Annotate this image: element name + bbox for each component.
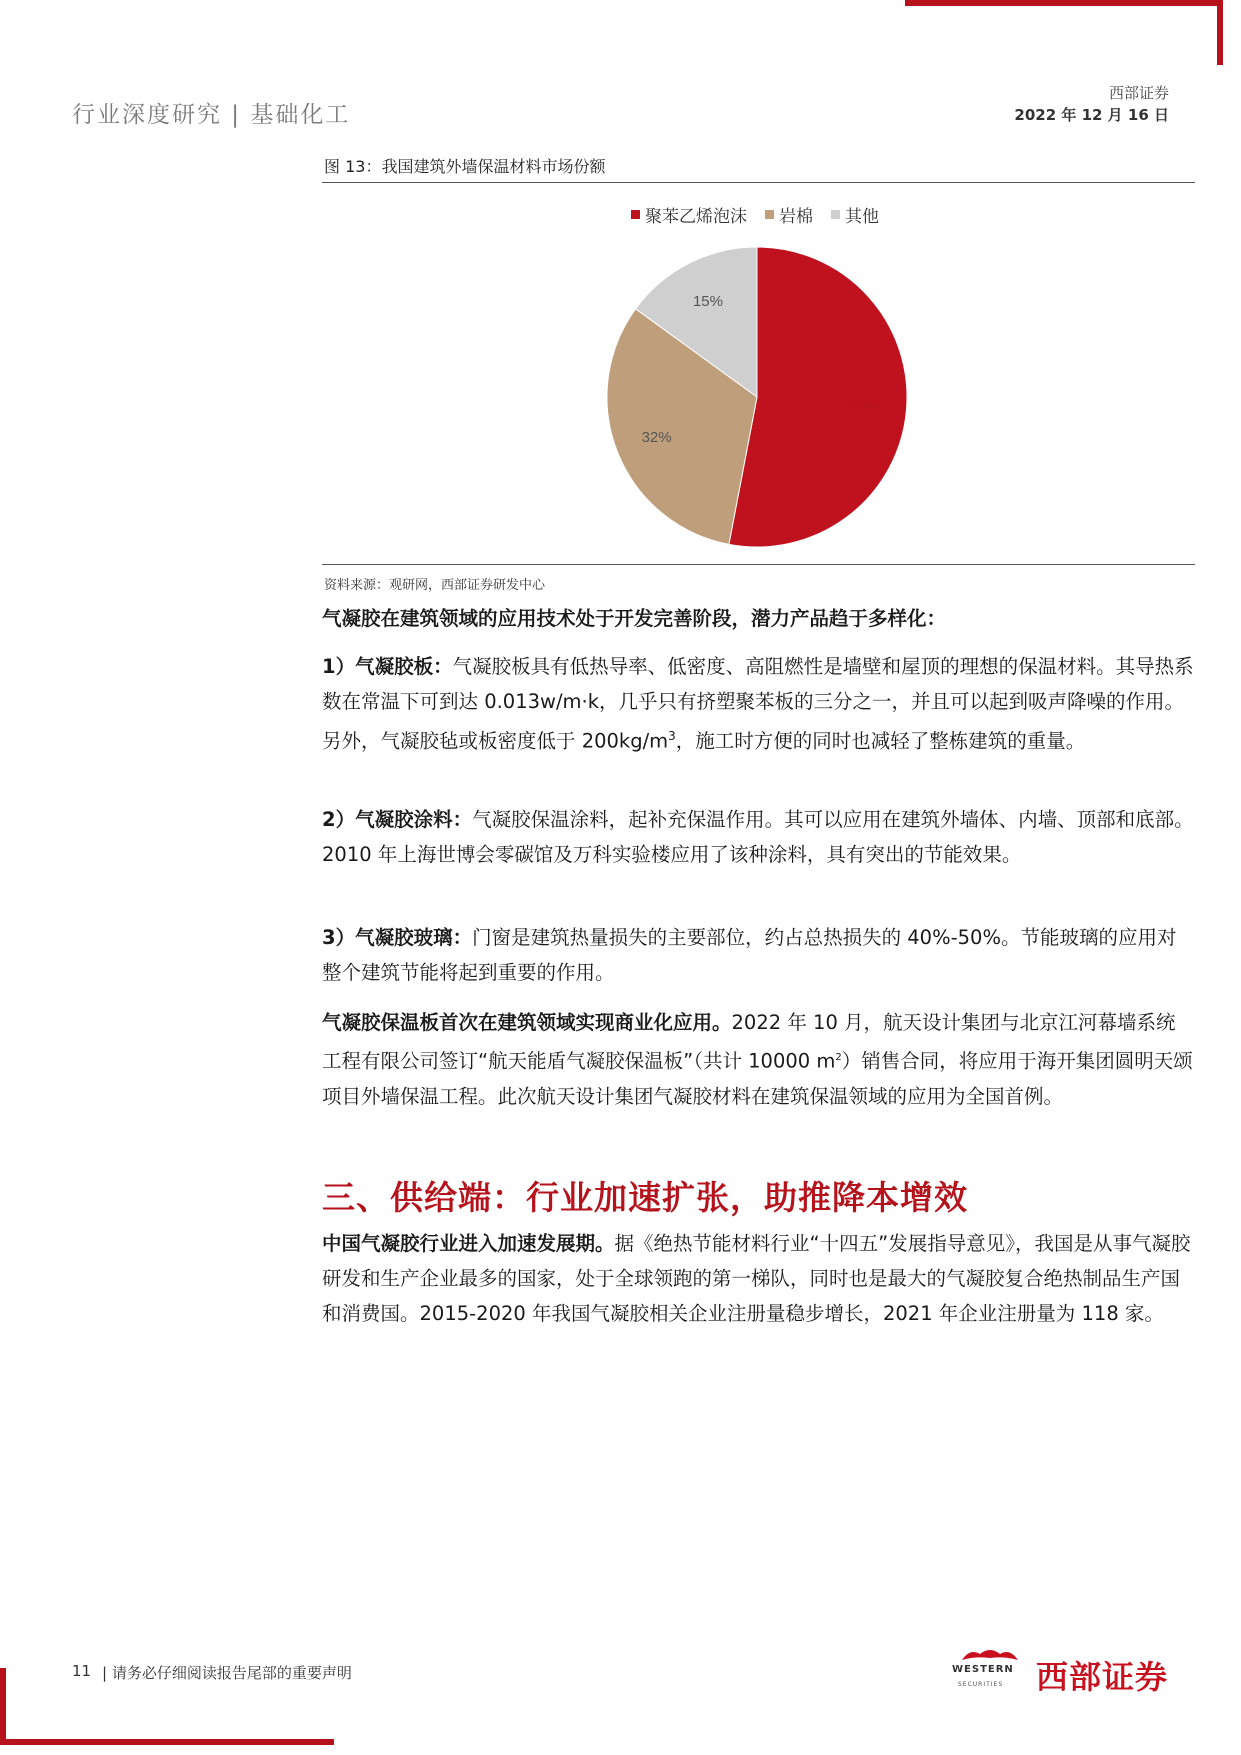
paragraph-lead: 2）气凝胶涂料： [322, 808, 473, 831]
report-category: 行业深度研究 | 基础化工 [72, 102, 351, 128]
legend-swatch [765, 210, 774, 219]
logo-text-en: WESTERN [952, 1664, 1014, 1675]
legend-label: 岩棉 [779, 207, 813, 227]
paragraph-text: ，施工时方便的同时也减轻了整栋建筑的重量。 [675, 729, 1086, 753]
paragraph-text: 2022 年 10 月，航天设计集团与北京江河幕墙系统工程有限公司签订“航天能盾气凝胶保温板”（共计 10000 m [322, 1011, 1176, 1073]
paragraph-lead: 3）气凝胶玻璃： [322, 926, 473, 949]
paragraph-lead: 1）气凝胶板： [322, 655, 453, 678]
figure-bottom-rule [322, 564, 1195, 565]
page-number: 11 [72, 1662, 92, 1680]
paragraph-text: 据《绝热节能材料行业“十四五”发展指导意见》，我国是从事气凝胶研发和生产企业最多的国家，处于全球领跑的第一梯队，同时也是最大的气凝胶复合绝热制品生产国和消费国。2015-2020 年我国气凝胶相关企业注册量稳步增长，2021 年企业注册量为 118 家。 [322, 1232, 1191, 1325]
legend-item [631, 202, 747, 227]
legend-item [831, 202, 879, 227]
paragraph-text: 气凝胶板具有低热导率、低密度、高阻燃性是墙壁和屋顶的理想的保温材料。其导热系数在常温下可到达 0.013w/m·k，几乎只有挤塑聚苯板的三分之一，并且可以起到吸声降噪的作用。另外，气凝胶毡或板密度低于 200kg/m [322, 655, 1194, 753]
chart-legend [631, 202, 879, 227]
legend-item [765, 202, 813, 227]
logo-mark-icon [960, 1646, 1020, 1664]
paragraph-aerogel-glass [322, 920, 1195, 990]
legend-swatch [831, 210, 840, 219]
corner-accent-left [0, 1668, 6, 1745]
pie-data-label: 15% [692, 292, 723, 310]
superscript: 2 [835, 1052, 842, 1063]
pie-data-label: 32% [641, 428, 672, 446]
figure-source: 资料来源：观研网，西部证券研发中心 [324, 578, 546, 593]
legend-label: 聚苯乙烯泡沫 [645, 207, 747, 227]
paragraph-industry-acceleration [322, 1226, 1195, 1331]
logo-text-en-sub: SECURITIES [958, 1681, 1004, 1688]
paragraph-lead: 气凝胶保温板首次在建筑领域实现商业化应用。 [322, 1011, 732, 1034]
paragraph-text: ）销售合同，将应用于海开集团圆明天颂项目外墙保温工程。此次航天设计集团气凝胶材料在建筑保温领域的应用为全国首例。 [322, 1049, 1193, 1108]
section-title: 三、供给端：行业加速扩张，助推降本增效 [322, 1178, 968, 1217]
figure-top-rule [322, 182, 1195, 183]
corner-accent-right [1217, 0, 1223, 65]
footer-disclaimer: | 请务必仔细阅读报告尾部的重要声明 [102, 1664, 352, 1682]
report-date: 2022 年 12 月 16 日 [1014, 106, 1169, 124]
paragraph-aerogel-coating [322, 802, 1195, 872]
figure-title: 图 13：我国建筑外墙保温材料市场份额 [324, 157, 606, 176]
pie-data-label: 53% [849, 399, 880, 417]
legend-label: 其他 [845, 207, 879, 227]
legend-swatch [631, 210, 640, 219]
pie-chart [560, 225, 920, 555]
paragraph-aerogel-board [322, 649, 1195, 759]
paragraph-commercial-application [322, 1005, 1195, 1114]
paragraph-text: 气凝胶保温涂料，起补充保温作用。其可以应用在建筑外墙体、内墙、顶部和底部。2010 年上海世博会零碳馆及万科实验楼应用了该种涂料，具有突出的节能效果。 [322, 808, 1194, 866]
corner-accent-top [905, 0, 1223, 6]
header-firm-name: 西部证券 [1108, 84, 1169, 102]
corner-accent-bottom [0, 1739, 334, 1745]
paragraph-lead: 中国气凝胶行业进入加速发展期。 [322, 1232, 615, 1255]
logo-text-cn: 西部证券 [1036, 1658, 1169, 1696]
superscript: 3 [668, 729, 676, 743]
paragraph-text: 门窗是建筑热量损失的主要部位，约占总热损失的 40%-50%。节能玻璃的应用对整个建筑节能将起到重要的作用。 [322, 926, 1177, 984]
intro-heading: 气凝胶在建筑领域的应用技术处于开发完善阶段，潜力产品趋于多样化： [322, 607, 947, 630]
